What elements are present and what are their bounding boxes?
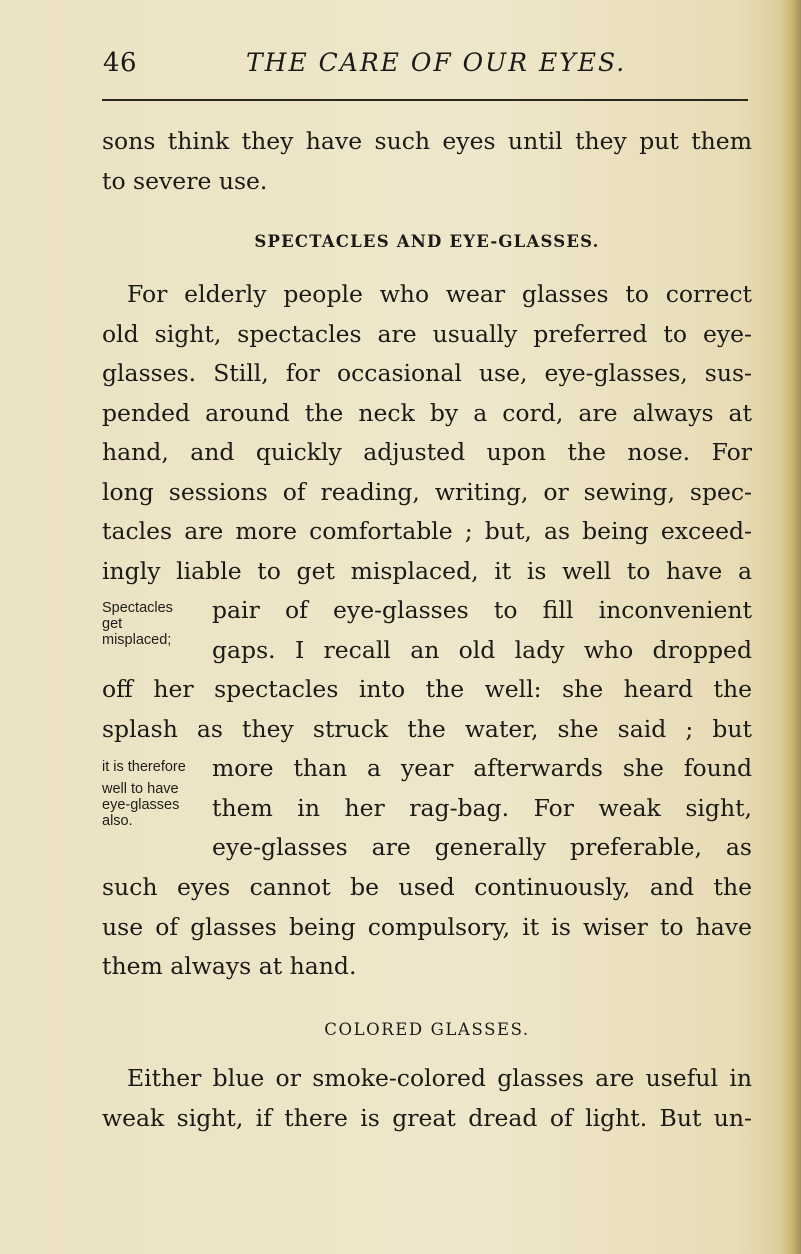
text-line: old sight, spectacles are usually preferred to eye- [102,319,752,348]
section1-paragraph-c [102,670,752,749]
page-edge-shadow [779,0,801,1254]
text-line: sons think they have such eyes until they put them [102,127,752,155]
sidenote-line: well to have [102,781,179,797]
section-heading-spectacles: SPECTACLES AND EYE-GLASSES. [254,232,600,251]
text-line: eye-glasses are generally preferable, as [212,833,752,861]
text-line: tacles are more comfortable ; but, as being exceed- [102,517,752,545]
sidenote-line: eye-glasses [102,797,180,813]
text-line: pended around the neck by a cord, are always at [102,398,752,427]
text-line: off her spectacles into the well: she heard the [102,675,752,703]
text-line: such eyes cannot be used continuously, and the [102,873,752,901]
sidenote-eyeglasses [102,759,197,829]
running-header [0,48,801,78]
text-line: them always at hand. [102,952,357,980]
sidenote-line: also. [102,813,133,829]
text-line: splash as they struck the water, she said ; but [102,714,752,743]
sidenote-line: it is therefore [102,759,186,775]
text-line: pair of eye-glasses to fill inconvenient [212,596,752,624]
running-title: THE CARE OF OUR EYES. [246,48,627,77]
text-line: use of glasses being compulsory, it is wiser to have [102,912,752,941]
page-number: 46 [103,48,138,78]
section-heading-colored: COLORED GLASSES. [324,1020,530,1039]
section1-paragraph-b [212,591,752,670]
header-rule [102,99,748,101]
section2-paragraph [102,1059,752,1138]
text-line: Either blue or smoke-colored glasses are useful in [127,1064,752,1092]
section1-paragraph-e [102,868,752,987]
text-line: For elderly people who wear glasses to correct [127,280,752,308]
text-line: hand, and quickly adjusted upon the nose. For [102,438,752,466]
text-line: more than a year afterwards she found [212,754,752,782]
text-line: glasses. Still, for occasional use, eye-glasses, sus- [102,359,752,387]
text-line: gaps. I recall an old lady who dropped [212,635,752,664]
section1-paragraph-d [212,749,752,868]
text-line: weak sight, if there is great dread of light. But un- [102,1103,752,1132]
intro-paragraph [102,122,752,201]
text-line: to severe use. [102,166,268,195]
text-line: them in her rag-bag. For weak sight, [212,793,752,822]
section1-paragraph-a [102,275,752,591]
sidenote-line: Spectacles get [102,600,173,632]
sidenote-misplaced [102,600,197,648]
text-line: ingly liable to get misplaced, it is well to have a [102,556,752,585]
text-line: long sessions of reading, writing, or sewing, spec- [102,477,752,506]
sidenote-line: misplaced; [102,632,172,648]
